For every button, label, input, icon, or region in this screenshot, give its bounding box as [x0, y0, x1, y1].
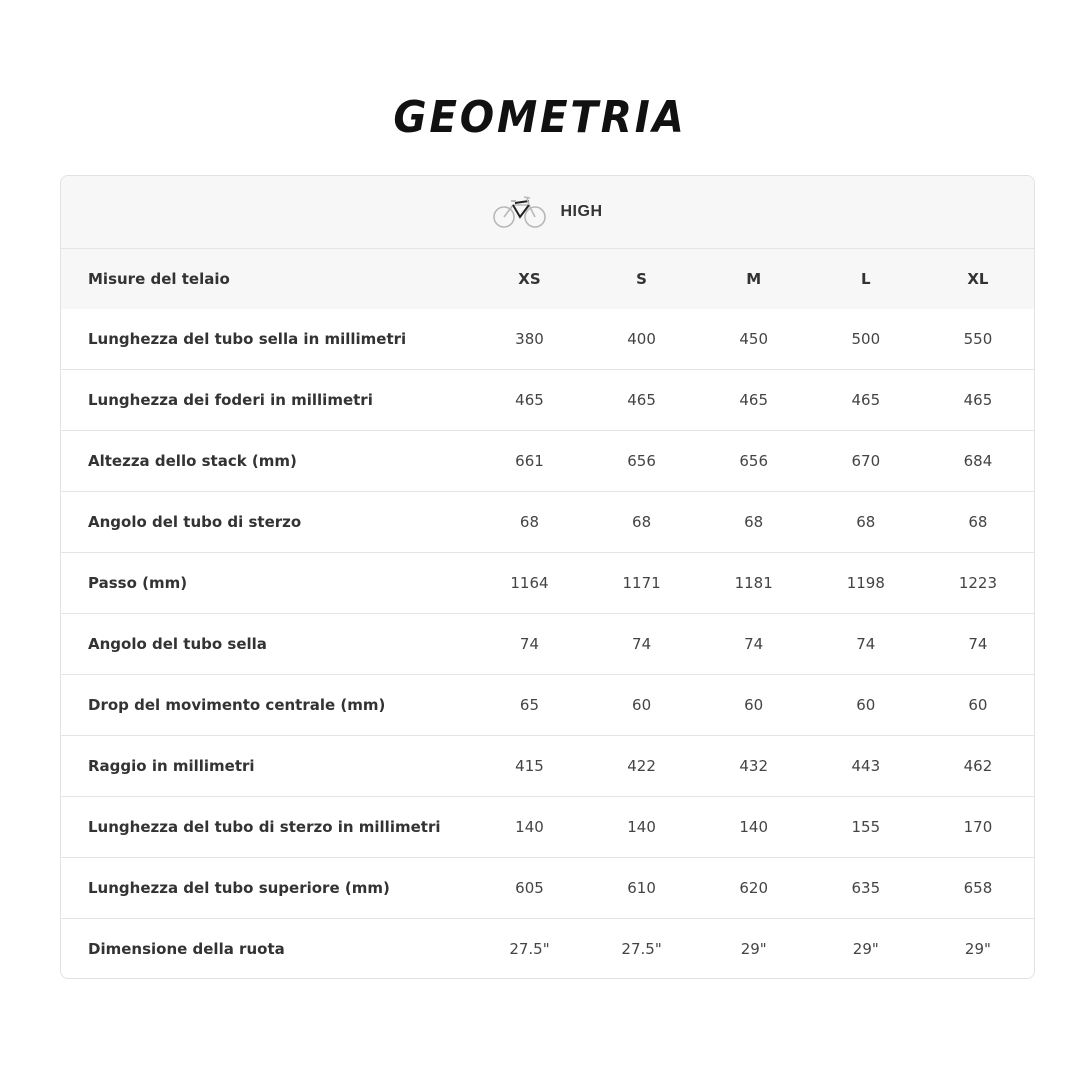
table-cell: 605	[473, 858, 585, 919]
table-cell: 74	[473, 614, 585, 675]
table-cell: 65	[473, 675, 585, 736]
table-cell: 60	[698, 675, 810, 736]
table-header-row	[61, 249, 1034, 309]
row-label: Raggio in millimetri	[61, 736, 473, 797]
table-cell: 27.5"	[621, 940, 662, 958]
table-row	[61, 919, 1034, 980]
size-header-s: S	[636, 270, 647, 288]
model-name: HIGH	[560, 203, 603, 220]
table-cell: 1198	[810, 553, 922, 614]
table-cell: 380	[473, 309, 585, 370]
table-cell: 661	[473, 431, 585, 492]
table-cell: 1164	[473, 553, 585, 614]
row-label: Lunghezza del tubo superiore (mm)	[61, 858, 473, 919]
bicycle-icon	[493, 195, 547, 229]
table-cell: 465	[922, 370, 1034, 431]
table-cell: 610	[586, 858, 698, 919]
row-label: Altezza dello stack (mm)	[61, 431, 473, 492]
table-cell: 60	[922, 675, 1034, 736]
table-cell: 68	[810, 492, 922, 553]
table-cell: 443	[810, 736, 922, 797]
table-cell: 27.5"	[509, 940, 550, 958]
table-row	[61, 553, 1034, 614]
model-header	[61, 176, 1034, 249]
table-cell: 465	[586, 370, 698, 431]
size-header-l: L	[861, 270, 871, 288]
geometry-table	[61, 249, 1034, 979]
table-cell: 415	[473, 736, 585, 797]
table-cell: 670	[810, 431, 922, 492]
table-row	[61, 370, 1034, 431]
table-cell: 684	[922, 431, 1034, 492]
geometry-table-card	[60, 175, 1035, 979]
table-cell: 74	[922, 614, 1034, 675]
table-row	[61, 309, 1034, 370]
table-cell: 550	[922, 309, 1034, 370]
table-cell: 658	[922, 858, 1034, 919]
row-label: Drop del movimento centrale (mm)	[61, 675, 473, 736]
table-cell: 68	[473, 492, 585, 553]
table-row	[61, 858, 1034, 919]
table-cell: 620	[698, 858, 810, 919]
table-row	[61, 614, 1034, 675]
table-cell: 422	[586, 736, 698, 797]
row-label: Dimensione della ruota	[88, 940, 285, 958]
table-cell: 400	[586, 309, 698, 370]
table-cell: 74	[698, 614, 810, 675]
table-cell: 635	[810, 858, 922, 919]
table-cell: 74	[586, 614, 698, 675]
table-cell: 140	[473, 797, 585, 858]
table-cell: 68	[586, 492, 698, 553]
row-label: Angolo del tubo sella	[61, 614, 473, 675]
size-header-m: M	[746, 270, 762, 288]
table-row	[61, 431, 1034, 492]
table-row	[61, 675, 1034, 736]
table-cell: 465	[473, 370, 585, 431]
table-cell: 29"	[740, 940, 767, 958]
table-cell: 1171	[586, 553, 698, 614]
table-cell: 465	[698, 370, 810, 431]
frame-size-header: Misure del telaio	[88, 270, 230, 288]
table-cell: 656	[586, 431, 698, 492]
table-cell: 465	[810, 370, 922, 431]
table-cell: 60	[586, 675, 698, 736]
row-label: Lunghezza del tubo sella in millimetri	[61, 309, 473, 370]
table-cell: 29"	[964, 940, 991, 958]
table-cell: 155	[810, 797, 922, 858]
table-cell: 74	[810, 614, 922, 675]
table-cell: 450	[698, 309, 810, 370]
row-label: Angolo del tubo di sterzo	[61, 492, 473, 553]
table-cell: 170	[922, 797, 1034, 858]
row-label: Lunghezza dei foderi in millimetri	[61, 370, 473, 431]
table-cell: 432	[698, 736, 810, 797]
row-label: Passo (mm)	[61, 553, 473, 614]
row-label: Lunghezza del tubo di sterzo in millimetri	[61, 797, 473, 858]
page-title: GEOMETRIA	[393, 92, 687, 143]
table-row	[61, 736, 1034, 797]
size-header-xs: XS	[518, 270, 541, 288]
table-cell: 1223	[922, 553, 1034, 614]
table-cell: 140	[586, 797, 698, 858]
size-header-xl: XL	[967, 270, 989, 288]
table-body	[61, 309, 1034, 979]
table-row	[61, 492, 1034, 553]
table-row	[61, 797, 1034, 858]
table-cell: 1181	[698, 553, 810, 614]
table-cell: 60	[810, 675, 922, 736]
table-cell: 29"	[852, 940, 879, 958]
table-cell: 68	[922, 492, 1034, 553]
table-cell: 68	[698, 492, 810, 553]
table-cell: 462	[922, 736, 1034, 797]
table-cell: 500	[810, 309, 922, 370]
table-cell: 656	[698, 431, 810, 492]
table-cell: 140	[698, 797, 810, 858]
